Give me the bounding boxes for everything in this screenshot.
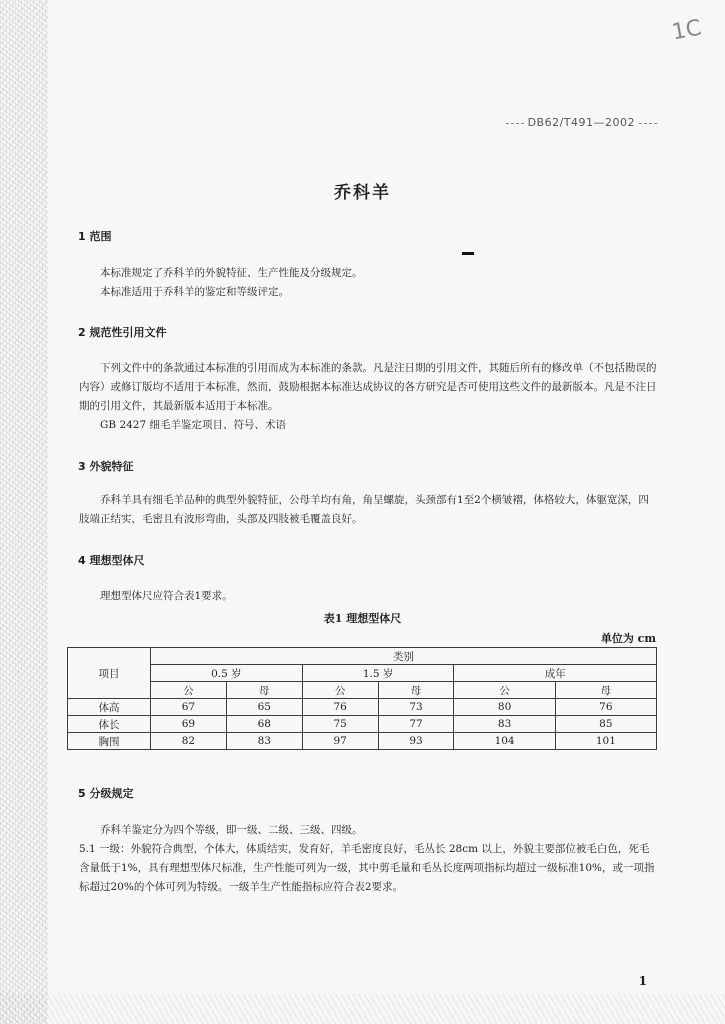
table-header-sex: 公 xyxy=(151,682,227,699)
table-cell: 97 xyxy=(302,733,378,750)
table-cell: 101 xyxy=(555,733,656,750)
row-label: 胸围 xyxy=(68,733,151,750)
table-cell: 65 xyxy=(226,699,302,716)
section-heading-grading: 5 分级规定 xyxy=(78,787,134,800)
page-number: 1 xyxy=(638,974,647,988)
scan-noise-left-edge xyxy=(0,0,48,1024)
appearance-paragraph: 乔科羊具有细毛羊品种的典型外貌特征，公母羊均有角，角呈螺旋，头颈部有1至2个横皱褶，体格较大，体躯宽深，四肢端正结实，毛密且有波形弯曲，头部及四肢被毛覆盖良好。 xyxy=(79,494,649,525)
section-heading-scope: 1 范围 xyxy=(78,230,112,243)
table-cell: 67 xyxy=(151,699,227,716)
table-header-sex: 母 xyxy=(226,682,302,699)
row-label: 体高 xyxy=(68,699,151,716)
table-cell: 76 xyxy=(302,699,378,716)
table-row xyxy=(68,733,657,750)
ideal-dimensions-table xyxy=(67,647,657,750)
table-header-sex: 母 xyxy=(378,682,454,699)
grading-clause-5-1: 5.1 一级：外貌符合典型，个体大，体质结实，发育好，羊毛密度良好，毛丛长 28cm 以上，外貌主要部位被毛白色，死毛含量低于1%，具有理想型体尺标准，生产性能可列为一级，其中剪毛量和毛丛长度两项指标均超过一级标准10%，或一项指标超过20%的个体可列为特级。一级羊生产性能指标应符合表2要求。 xyxy=(79,843,655,893)
table-cell: 85 xyxy=(555,716,656,733)
document-title: 乔科羊 xyxy=(334,183,391,203)
scope-paragraph-1: 本标准规定了乔科羊的外貌特征、生产性能及分级规定。 xyxy=(100,267,363,279)
section-heading-ideal-dimensions: 4 理想型体尺 xyxy=(78,554,145,567)
table-header-age: 成年 xyxy=(454,665,657,682)
handwritten-corner-mark: 1C xyxy=(669,15,703,46)
table-row xyxy=(68,716,657,733)
ink-mark xyxy=(462,252,474,255)
table-cell: 104 xyxy=(454,733,555,750)
references-gb-2427: GB 2427 细毛羊鉴定项目、符号、术语 xyxy=(100,419,287,431)
table-cell: 68 xyxy=(226,716,302,733)
table-cell: 93 xyxy=(378,733,454,750)
table-header-sex: 母 xyxy=(555,682,656,699)
scope-paragraph-2: 本标准适用于乔科羊的鉴定和等级评定。 xyxy=(100,286,289,298)
section-heading-references: 2 规范性引用文件 xyxy=(78,326,167,339)
table-cell: 69 xyxy=(151,716,227,733)
table-header-age: 0.5 岁 xyxy=(151,665,303,682)
table-cell: 82 xyxy=(151,733,227,750)
table-header-sex: 公 xyxy=(302,682,378,699)
table-header-item: 项目 xyxy=(68,648,151,699)
ideal-dimensions-paragraph: 理想型体尺应符合表1要求。 xyxy=(100,590,233,602)
table-cell: 76 xyxy=(555,699,656,716)
table-header-row-age xyxy=(68,665,657,682)
scan-noise-bottom-edge xyxy=(0,994,725,1024)
table-cell: 77 xyxy=(378,716,454,733)
row-label: 体长 xyxy=(68,716,151,733)
table-1-unit: 单位为 cm xyxy=(600,632,656,645)
table-header-row-sex xyxy=(68,682,657,699)
table-header-age: 1.5 岁 xyxy=(302,665,454,682)
section-heading-appearance: 3 外貌特征 xyxy=(78,460,134,473)
table-cell: 83 xyxy=(454,716,555,733)
table-cell: 83 xyxy=(226,733,302,750)
table-cell: 73 xyxy=(378,699,454,716)
table-header-sex: 公 xyxy=(454,682,555,699)
table-cell: 75 xyxy=(302,716,378,733)
references-paragraph: 下列文件中的条款通过本标准的引用而成为本标准的条款。凡是注日期的引用文件，其随后所有的修改单（不包括勘误的内容）或修订版均不适用于本标准，然而，鼓励根据本标准达成协议的各方研究是否可使用这些文件的最新版本。凡是不注日期的引用文件，其最新版本适用于本标准。 xyxy=(79,362,657,412)
table-header-category: 类别 xyxy=(151,648,657,665)
table-cell: 80 xyxy=(454,699,555,716)
standard-code: DB62/T491—2002 xyxy=(502,116,661,129)
table-1-caption: 表1 理想型体尺 xyxy=(323,612,402,625)
table-row xyxy=(68,699,657,716)
grading-paragraph: 乔科羊鉴定分为四个等级，即一级、二级、三级、四级。 xyxy=(100,824,363,836)
table-header-row-category xyxy=(68,648,657,665)
